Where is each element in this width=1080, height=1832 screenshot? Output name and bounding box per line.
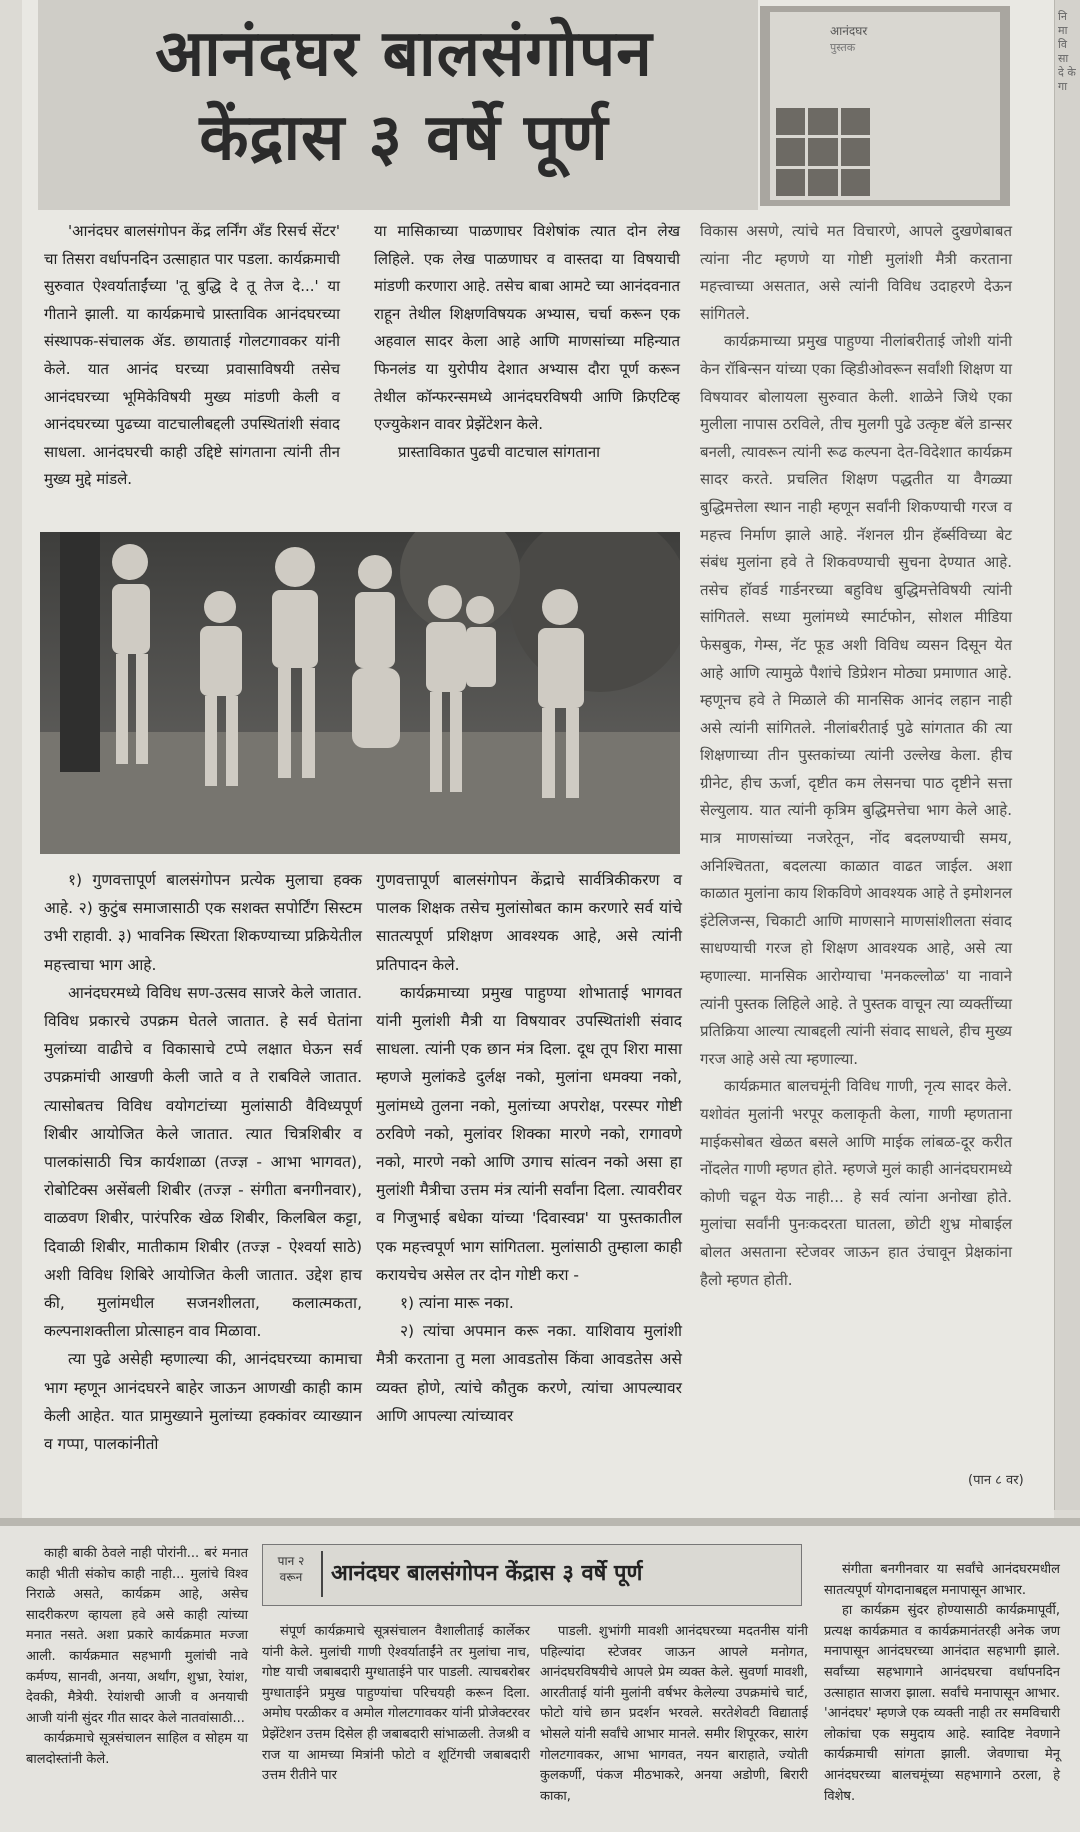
paragraph: हा कार्यक्रम सुंदर होण्यासाठी कार्यक्रमापूर्वी, प्रत्यक्ष कार्यक्रमात व कार्यक्रमानंतरही अनेक जण मनापासून आनंदघरच्या आनंदात सहभागी झाले. सर्वांच्या सहभागाने आनंदघरचा वर्धापनदिन उत्साहात साजरा झाला. सर्वांचे मनापासून आभार. 'आनंदघर' म्हणजे एक व्यक्ती नाही तर समविचारी लोकांचा एक समुदाय आहे. स्वादिष्ट नेवणाने कार्यक्रमाची सांगता झाली. जेवणाचा मेनू आनंदघरच्या बालचमूंच्या सहभागाने ठरला, हे विशेष. [824, 1603, 1060, 1804]
headline-line-1: आनंदघर बालसंगोपन [155, 16, 653, 91]
continuation-column-1 [26, 1544, 248, 1771]
book-cover-photo [760, 6, 1010, 206]
continued-note: (पान ८ वर) [968, 1473, 1024, 1488]
book-cover-grid [776, 108, 870, 196]
article-column-3 [700, 218, 1012, 1294]
paragraph: या मासिकाच्या पाळणाघर विशेषांक त्यात दोन लेख लिहिले. एक लेख पाळणाघर व वास्तदा या विषयाची मांडणी करणारा आहे. तसेच बाबा आमटे च्या आनंदवनात राहून तेथील शिक्षणविषयक अभ्यास, चर्चा करून एक अहवाल सादर केला आहे आणि माणसांच्या महिन्यात फिनलंड या युरोपीय देशात अभ्यास दौरा पूर्ण करून तेथील कॉन्फरन्समध्ये आनंदघरविषयी आणि क्रिएटिव्ह एज्युकेशन वावर प्रेझेंटेशन केले. [374, 222, 680, 434]
paragraph: २) त्यांचा अपमान करू नका. याशिवाय मुलांशी मैत्री करताना तु मला आवडतोस किंवा आवडतेस असे व्यक्त होणे, त्यांचे कौतुक करणे, त्यांचा आपल्यावर आणि आपल्या त्यांच्यावर [376, 1322, 682, 1425]
children-dancing-image [40, 532, 680, 854]
clipping-divider [0, 1518, 1080, 1526]
page-reference: पान २ वरून [277, 1554, 305, 1584]
paragraph: आनंदघरमध्ये विविध सण-उत्सव साजरे केले जातात. विविध प्रकारचे उपक्रम घेतले जातात. हे सर्व घेतांना मुलांच्या वाढीचे व विकासाचे टप्पे लक्षात घेऊन सर्व उपक्रमांची आखणी केली जाते व ते राबविले जातात. त्यासोबतच विविध वयोगटांच्या मुलांसाठी वैविध्यपूर्ण शिबीर आयोजित केले जातात. त्यात चित्रशिबीर व पालकांसाठी चित्र कार्यशाळा (तज्ज्ञ - आभा भागवत), रोबोटिक्स असेंबली शिबीर (तज्ज्ञ - संगीता बनगीनवार), वाळवण शिबीर, पारंपरिक खेळ शिबीर, किलबिल कट्टा, दिवाळी शिबीर, मातीकाम शिबीर (तज्ज्ञ - ऐश्वर्या साठे) अशी विविध शिबिरे आयोजित केली जातात. उद्देश हाच की, मुलांमधील सजनशीलता, कलात्मकता, कल्पनाशक्तीला प्रोत्साहन वाव मिळावा. [44, 983, 362, 1341]
article-column-2 [374, 218, 680, 466]
article-column-2-lower [376, 866, 682, 1430]
paragraph: गुणवत्तापूर्ण बालसंगोपन केंद्राचे सार्वत्रिकीकरण व पालक शिक्षक तसेच मुलांसोबत काम करणारे सर्व यांचे सातत्यपूर्ण प्रशिक्षण आवश्यक आहे, असे त्यांनी प्रतिपादन केले. [376, 871, 682, 974]
book-subtitle: पुस्तक [830, 41, 856, 54]
paragraph: त्या पुढे असेही म्हणाल्या की, आनंदघरच्या कामाचा भाग म्हणून आनंदघरने बाहेर जाऊन आणखी काही काम केली आहेत. यात प्रामुख्याने मुलांच्या हक्कांवर व्याख्यान व गप्पा, पालकांनीतो [44, 1350, 362, 1454]
continuation-title: आनंदघर बालसंगोपन केंद्रास ३ वर्षे पूर्ण [321, 1551, 795, 1597]
paragraph: प्रास्ताविकात पुढची वाटचाल सांगताना [398, 442, 601, 461]
book-cover [770, 12, 1000, 200]
continuation-column-4 [824, 1560, 1060, 1807]
adjacent-page-edge: नि मा वि सा दे के गा [1054, 0, 1080, 1510]
paragraph: १) त्यांना मारू नका. [400, 1294, 514, 1313]
headline-line-2: केंद्रास ३ वर्षे पूर्ण [199, 100, 609, 175]
paragraph: काही बाकी ठेवले नाही पोरांनी... बरं मनात काही भीती संकोच काही नाही... मुलांचे विश्व निराळे असते, कार्यक्रम आहे, असेच सादरीकरण व्हायला हवे असे काही त्यांच्या मनात नसते. अशा प्रकारे कार्यक्रमात मज्जा आली. कार्यक्रमात सहभागी मुलांची नावे कर्मण्य, सानवी, अनया, अर्थांग, शुभ्रा, रेयांश, देवकी, मैत्रेयी. रेयांशची आजी व अनयाची आजी यांनी सुंदर गीत सादर केले नातवांसाठी... [26, 1546, 248, 1726]
children-photo [40, 532, 680, 854]
paragraph: विकास असणे, त्यांचे मत विचारणे, आपले दुखणेबाबत त्यांना नीट म्हणणे या गोष्टी मुलांशी मैत्री करताना महत्त्वाच्या असतात, असे त्यांनी विविध उदाहरणे देऊन सांगितले. [700, 222, 1012, 323]
article-column-1-lower [44, 866, 362, 1458]
paragraph: कार्यक्रमाच्या प्रमुख पाहुण्या नीलांबरीताई जोशी यांनी केन रॉबिन्सन यांच्या एका व्हिडीओवरून सर्वांशी शिक्षण या विषयावर बोलायला सुरुवात केली. शाळेने जिथे एका मुलीला नापास ठरविले, तीच मुलगी पुढे उत्कृष्ट बॅले डान्सर बनली, त्यावरून त्यांनी रूढ कल्पना देत-विदेशात कार्यक्रम सादर करते. प्रचलित शिक्षण पद्धतीत या वैगळ्या बुद्धिमत्तेला स्थान नाही म्हणून सर्वांनी शिकण्याची गरज व महत्त्व निर्माण झाले आहे. नॅशनल ग्रीन हॅर्ब्सविच्या बेट संबंध मुलांना हवे ते शिकवण्याची सुचना देण्यात आहे. तसेच हॉवर्ड गार्डनरच्या बहुविध बुद्धिमत्तेविषयी त्यांनी सांगितले. सध्या मुलांमध्ये स्मार्टफोन, सोशल मीडिया फेसबुक, गेम्स, नॅट फूड अशी विविध व्यसन दिसून येत आहे आणि त्यामुळे पैशांचे डिप्रेशन मोठ्या प्रमाणात आहे. म्हणूनच हवे ते मिळाले की मानसिक आनंद लहान नाही असे त्यांनी सांगितले. नीलांबरीताई पुढे सांगतात की त्या शिक्षणाच्या तीन पुस्तकांच्या त्यांनी उल्लेख केला. हीच ग्रीनेट, हीच ऊर्जा, दृष्टीत कम लेसनचा पाठ दृष्टीने सत्ता सेल्युलाय. यात त्यांनी कृत्रिम बुद्धिमत्तेचा भाग केले आहे. मात्र माणसांच्या नजरेतून, नोंद बदलण्याची समय, अनिश्चितता, बदलत्या काळात वाढत जाईल. अशा काळात मुलांना काय शिकविणे आवश्यक आहे ते इमोशनल इंटेलिजन्स, चिकाटी आणि माणसाने माणसांशीलता संवाद साधण्याची गरज हो शिक्षण आवश्यक आहे, असे त्या म्हणाल्या. मानसिक आरोग्याचा 'मनकल्लोळ' या नावाने त्यांनी पुस्तक लिहिले आहे. ते पुस्तक वाचून त्या व्यक्तींच्या प्रतिक्रिया आल्या त्याबद्दली त्यांनी संवाद साधले, हीच मुख्य गरज आहे असे त्या म्हणाल्या. [700, 332, 1012, 1068]
paragraph: १) गुणवत्तापूर्ण बालसंगोपन प्रत्येक मुलाचा हक्क आहे. २) कुटुंब समाजासाठी एक सशक्त सपोर्टिंग सिस्टम उभी राहावी. ३) भावनिक स्थिरता शिकण्याच्या प्रक्रियेतील महत्त्वाचा भाग आहे. [44, 871, 362, 974]
paragraph: संपूर्ण कार्यक्रमाचे सूत्रसंचालन वैशालीताई कार्लेकर यांनी केले. मुलांची गाणी ऐश्वर्याताईंने तर मुलांचा नाच, गोष्ट याची जबाबदारी मुग्धाताईने पार पाडली. त्याचबरोबर मुग्धाताईने प्रमुख पाहुण्यांचा परिचयही करून दिला. अमोघ परळीकर व अमोल गोलटगावकर यांनी प्रोजेक्टरवर प्रेझेंटेशन उत्तम दिसेल ही जबाबदारी सांभाळली. तेजश्री व राज या आमच्या मित्रांनी फोटो व शूटिंगची जबाबदारी उत्तम रीतीने पार [262, 1624, 530, 1784]
book-title: आनंदघर [830, 24, 868, 38]
paragraph: पाडली. शुभांगी मावशी आनंदघरच्या मदतनीस यांनी पहिल्यांदा स्टेजवर जाऊन आपले मनोगत, आनंदघरविषयीचे आपले प्रेम व्यक्त केले. सुवर्णा मावशी, आरतीताई यांनी मुलांनी वर्षभर केलेल्या उपक्रमांचे चार्ट, फोटो यांचे छान प्रदर्शन भरवले. सरतेशेवटी विद्याताई भोसले यांनी सर्वांचे आभार मानले. समीर शिपूरकर, सारंग गोलटगावकर, आभा भागवत, नयन बाराहाते, ज्योती कुलकर्णी, पंकज मीठभाकरे, अनया अडोणी, बिरारी काका, [540, 1624, 808, 1804]
continuation-column-2 [262, 1622, 530, 1787]
paragraph: कार्यक्रमाचे सूत्रसंचालन साहिल व सोहम या बालदोस्तांनी केले. [26, 1731, 248, 1767]
headline [54, 12, 754, 180]
paragraph: कार्यक्रमात बालचमूंनी विविध गाणी, नृत्य सादर केले. यशोवंत मुलांनी भरपूर कलाकृती केला, गाणी म्हणताना माईकसोबत खेळत बसले आणि माईक लांबळ-दूर करीत नोंदलेत गाणी म्हणत होते. म्हणजे मुलं काही आनंदघरामध्ये कोणी चढून येऊ नाही... हे सर्व त्यांना अनोखा होते. मुलांचा सर्वांनी पुनःकदरता घातला, छोटी शुभ्र मोबाईल बोलत असताना स्टेजवर जाऊन हात उंचावून प्रेक्षकांना हैलो म्हणत होती. [700, 1077, 1012, 1289]
continuation-column-3 [540, 1622, 808, 1807]
continuation-header [262, 1544, 802, 1606]
article-column-1 [44, 218, 340, 494]
paragraph: संगीता बनगीनवार या सर्वांचे आनंदघरमधील सातत्यपूर्ण योगदानाबद्दल मनापासून आभार. [824, 1562, 1060, 1598]
paragraph: 'आनंदघर बालसंगोपन केंद्र लर्निंग ॲंड रिसर्च सेंटर' चा तिसरा वर्धापनदिन उत्साहात पार पडला. कार्यक्रमाची सुरुवात ऐश्वर्याताईंच्या 'तू बुद्धि दे तू तेज दे...' या गीताने झाली. या कार्यक्रमाचे प्रास्ताविक आनंदघरच्या संस्थापक-संचालक ॲड. छायाताई गोलटगावकर यांनी केले. यात आनंद घरच्या प्रवासाविषयी तसेच आनंदघरच्या भूमिकेविषयी मुख्य मांडणी केली व आनंदघरच्या पुढच्या वाटचालीबद्दली उपस्थितांशी संवाद साधला. आनंदघरची काही उद्दिष्टे सांगताना त्यांनी तीन मुख्य मुद्दे मांडले. [44, 222, 340, 489]
paragraph: कार्यक्रमाच्या प्रमुख पाहुण्या शोभाताई भागवत यांनी मुलांशी मैत्री या विषयावर उपस्थितांशी संवाद साधला. त्यांनी एक छान मंत्र दिला. दूध तूप शिरा मासा म्हणजे मुलांकडे दुर्लक्ष नको, मुलांना धमक्या नको, मुलांमध्ये तुलना नको, मुलांच्या अपरोक्ष, परस्पर गोष्टी ठरविणे नको, मुलांवर शिक्का मारणे नको, रागावणे नको, मारणे नको आणि उगाच सांत्वन नको असा हा मुलांशी मैत्रीचा उत्तम मंत्र त्यांनी सर्वांना दिला. त्यावरीवर व गिजुभाई बधेका यांच्या 'दिवास्वप्न' या पुस्तकातील एक महत्त्वपूर्ण भाग सांगितला. मुलांसाठी तुम्हाला काही करायचेच असेल तर दोन गोष्टी करा - [376, 983, 682, 1284]
